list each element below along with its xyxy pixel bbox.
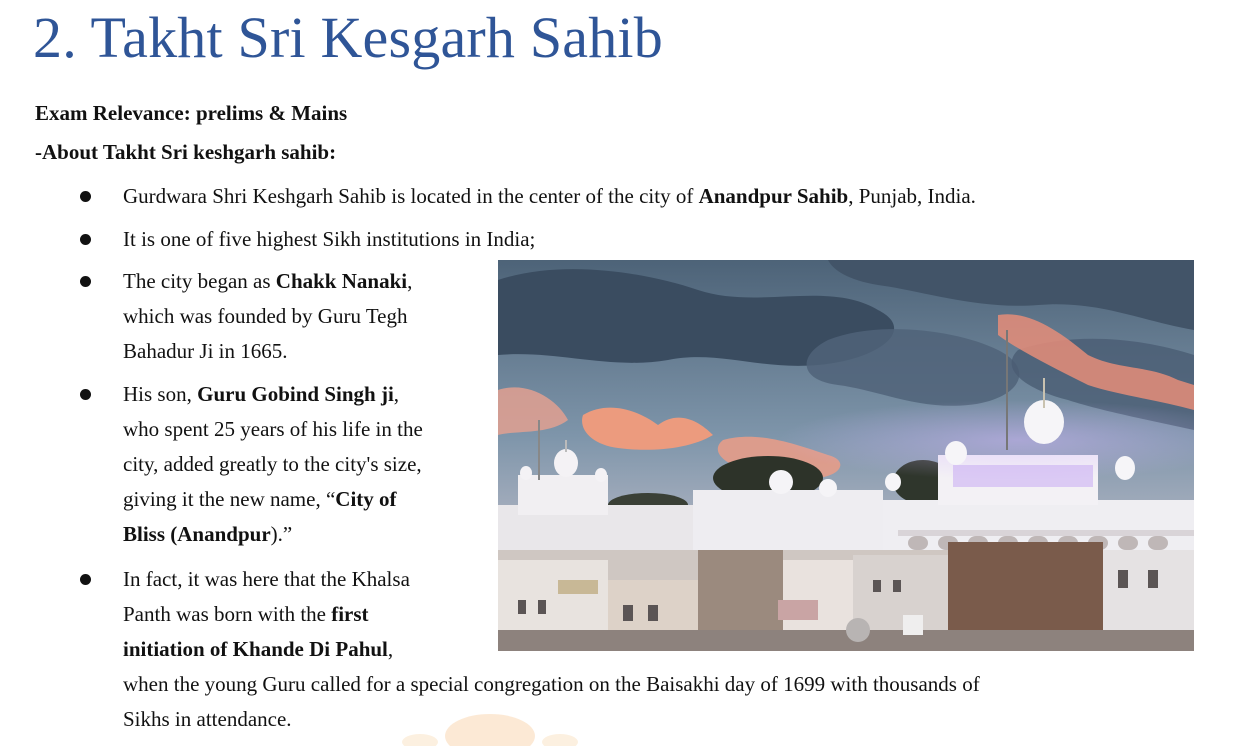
bullet-3-line [123, 267, 412, 295]
text-run: In fact, it was here that the Khalsa [123, 567, 410, 591]
bullet-4-line [123, 485, 397, 513]
bullet-2-line [123, 225, 535, 253]
bullet-4-line [123, 450, 422, 478]
page-title: 2. Takht Sri Kesgarh Sahib [33, 5, 663, 70]
bullet-4-line [123, 415, 423, 443]
bullet-5-line [123, 600, 369, 628]
bullet-3-line [123, 337, 287, 365]
text-run: His son, [123, 382, 198, 406]
bullet-5-line [123, 670, 980, 698]
bullet-dot [80, 191, 91, 202]
text-run: , Punjab, India. [848, 184, 976, 208]
bold-text: Anandpur Sahib [698, 184, 849, 208]
text-run: The city began as [123, 269, 276, 293]
text-run: It is one of five highest Sikh institutions in India; [123, 227, 536, 251]
bullet-dot [80, 234, 91, 245]
bold-text: Chakk Nanaki [275, 269, 408, 293]
text-run: Sikhs in attendance. [123, 707, 292, 731]
text-run: , [387, 637, 394, 661]
bold-text: Guru Gobind Singh ji [197, 382, 394, 406]
bold-text: Bliss (Anandpur [123, 522, 271, 546]
bullet-dot [80, 276, 91, 287]
bullet-4-line [123, 520, 292, 548]
bullet-5-line [123, 565, 410, 593]
text-run: who spent 25 years of his life in the [123, 417, 423, 441]
text-run: which was founded by Guru Tegh [123, 304, 408, 328]
bullet-dot [80, 574, 91, 585]
exam-relevance-heading: Exam Relevance: prelims & Mains [35, 101, 348, 125]
bold-text: first [331, 602, 369, 626]
text-run: Panth was born with the [123, 602, 332, 626]
text-run: when the young Guru called for a special congregation on the Baisakhi day of 1699 with thousands of [123, 672, 980, 696]
bold-text: initiation of Khande Di Pahul [123, 637, 388, 661]
text-run: giving it the new name, “ [123, 487, 336, 511]
about-heading: -About Takht Sri keshgarh sahib: [35, 140, 337, 164]
bullet-4-line [123, 380, 399, 408]
text-run: ).” [270, 522, 293, 546]
text-run: Gurdwara Shri Keshgarh Sahib is located in the center of the city of [123, 184, 699, 208]
text-run: , [407, 269, 413, 293]
gurdwara-photo [498, 260, 1194, 651]
bullet-5-line [123, 635, 393, 663]
bold-text: City of [335, 487, 397, 511]
text-run: city, added greatly to the city's size, [123, 452, 422, 476]
bullet-1-line [123, 182, 976, 210]
bullet-dot [80, 389, 91, 400]
bullet-3-line [123, 302, 408, 330]
text-run: , [393, 382, 400, 406]
watermark-logo [400, 706, 580, 746]
text-run: Bahadur Ji in 1665. [123, 339, 288, 363]
bullet-5-line [123, 705, 292, 733]
